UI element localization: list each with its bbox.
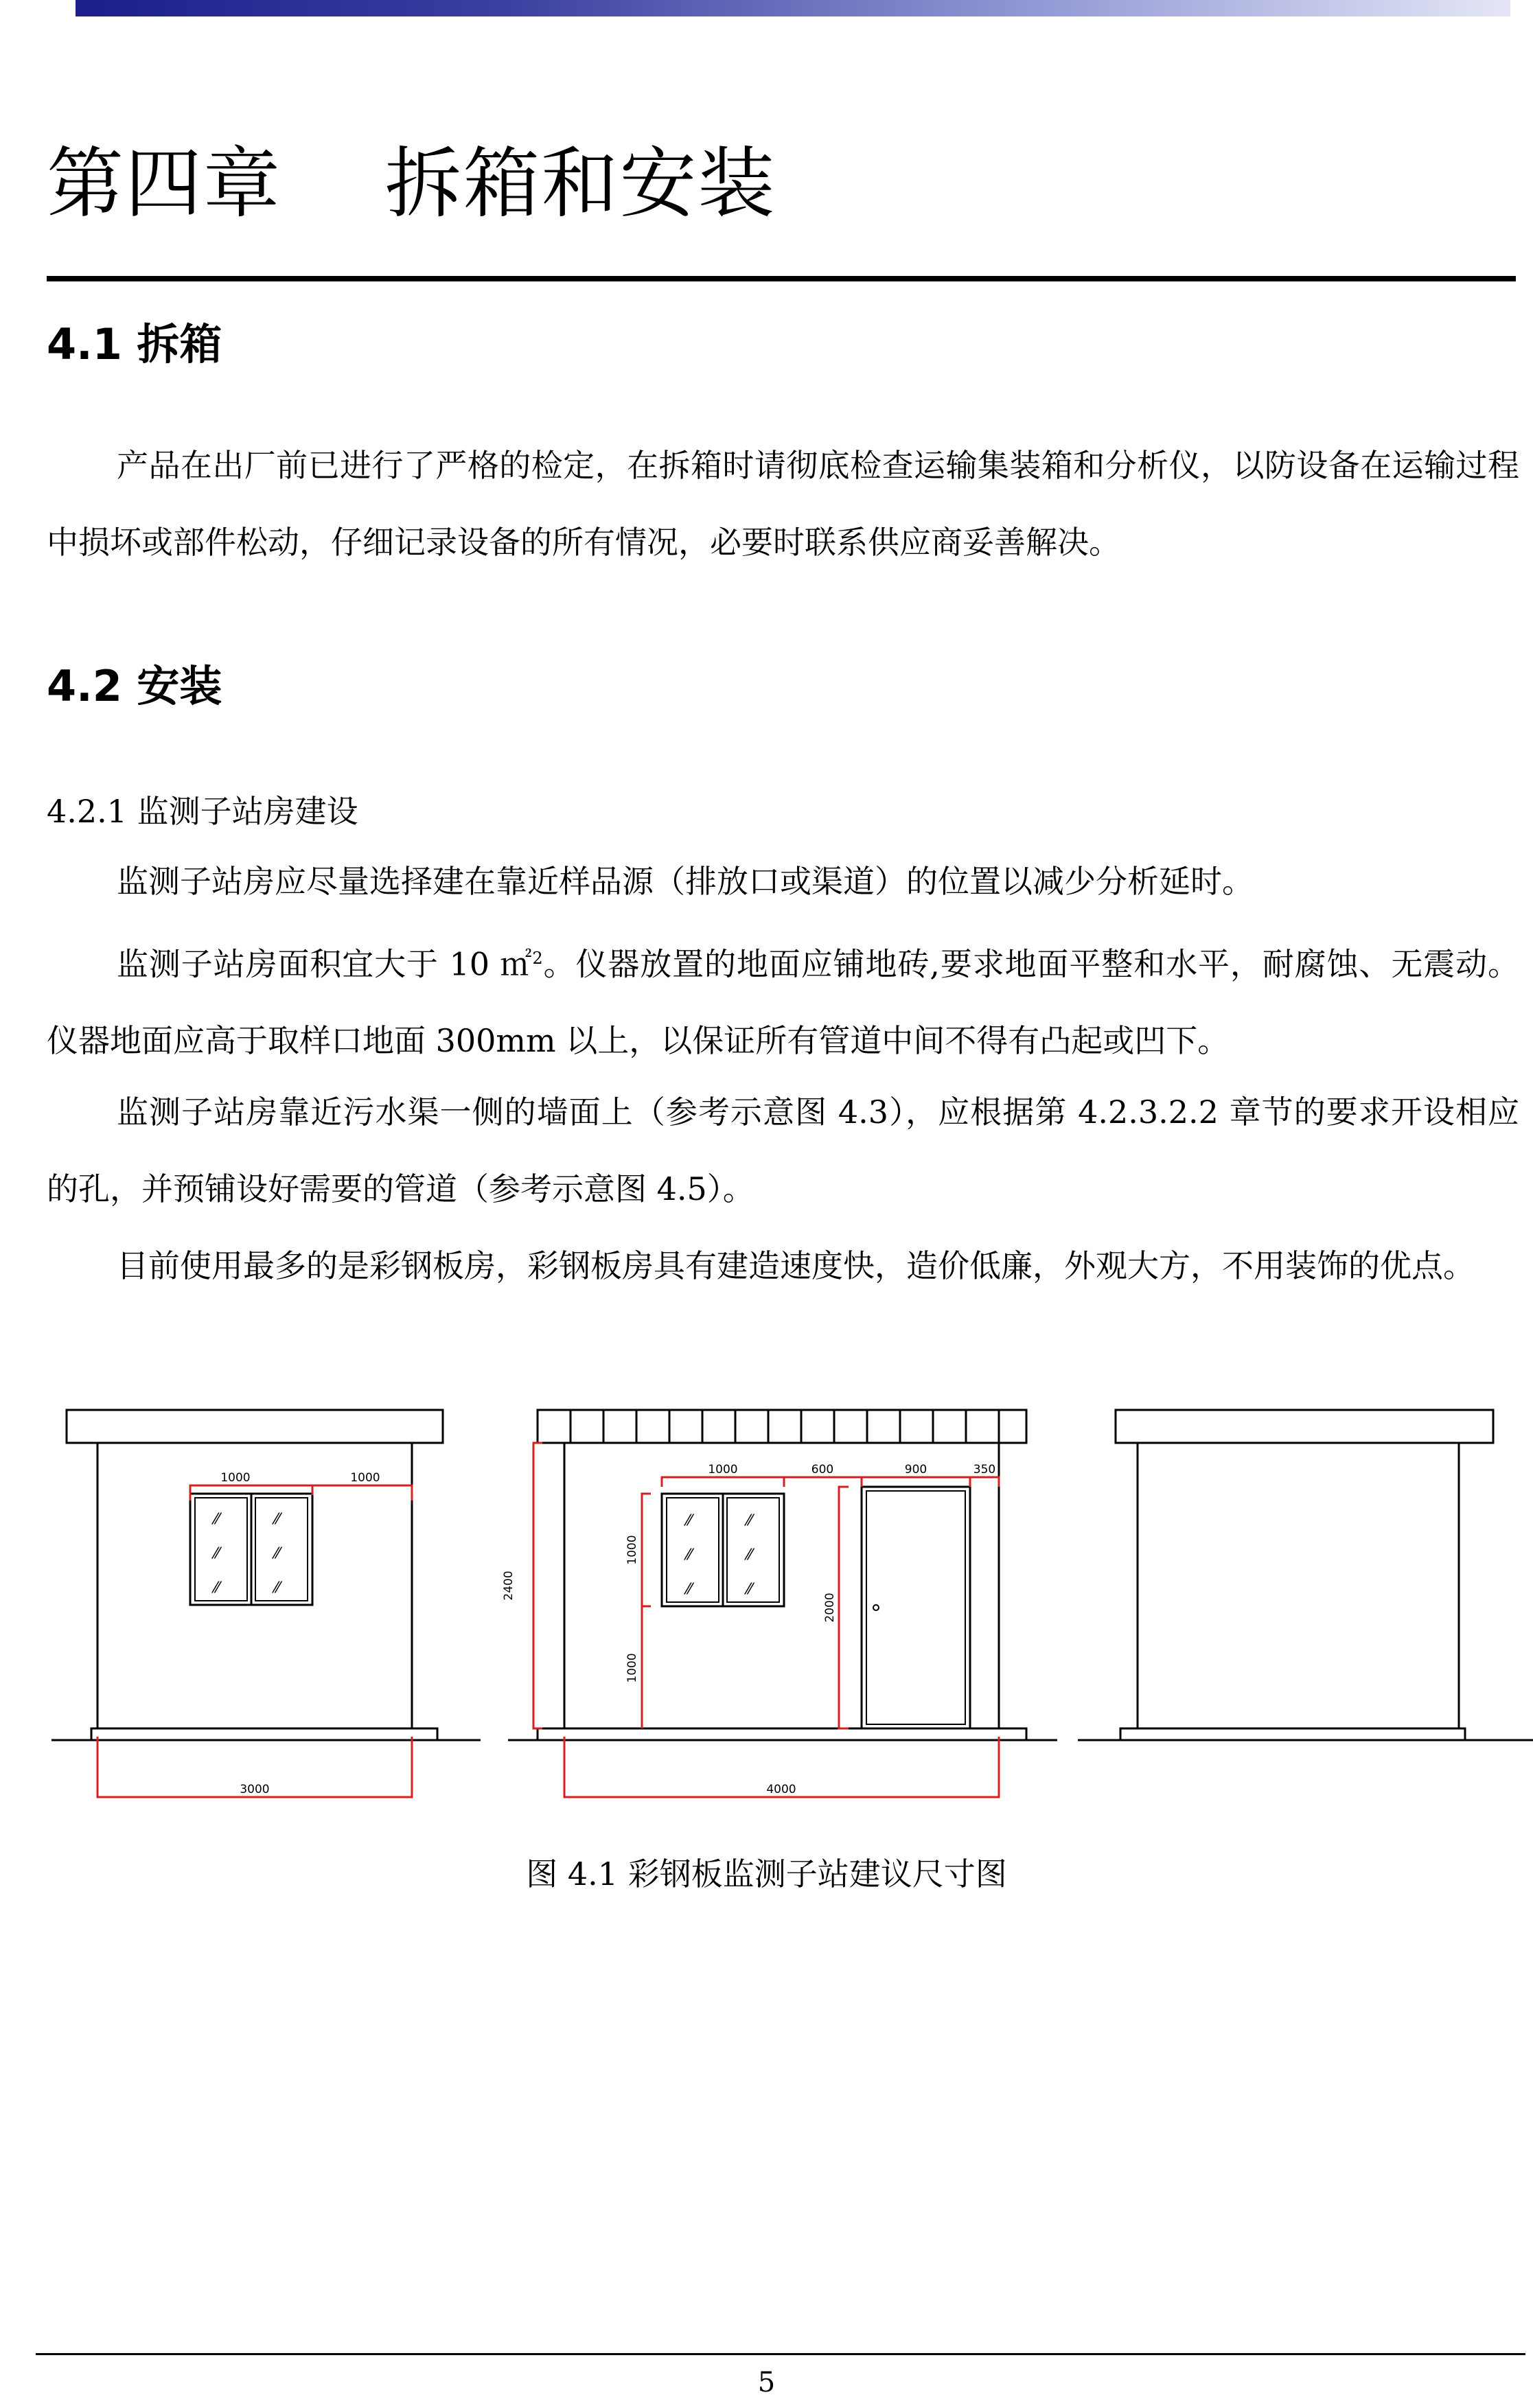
area-superscript: 2: [532, 949, 543, 968]
left-total-width-label: 3000: [240, 1783, 270, 1796]
chapter-title: 第四章 拆箱和安装: [47, 139, 776, 229]
site-selection-paragraph: 监测子站房应尽量选择建在靠近样品源（排放口或渠道）的位置以减少分析延时。: [117, 863, 1254, 900]
right-elevation: [1116, 1410, 1493, 1740]
page-number: 5: [757, 2367, 776, 2398]
middle-total-width-label: 4000: [766, 1783, 796, 1796]
door-width-label: 900: [904, 1463, 927, 1477]
middle-roof: [538, 1410, 1026, 1443]
svg-text:⁄⁄: ⁄⁄: [214, 1579, 220, 1597]
area-text: 监测子站房面积宜大于 10 ㎡: [117, 945, 533, 983]
header-color-bar: [76, 0, 1510, 16]
wall-openings-paragraph: 监测子站房靠近污水渠一侧的墙面上（参考示意图 4.3），应根据第 4.2.3.2.2 章节的要求开设相应的孔，并预铺设好需要的管道（参考示意图 4.5）。: [47, 1093, 1519, 1207]
section-heading-4-2: 4.2 安装: [47, 661, 222, 711]
footer-divider: [36, 2353, 1525, 2355]
middle-base: [538, 1728, 1026, 1740]
right-roof: [1116, 1410, 1493, 1443]
steel-house-paragraph: 目前使用最多的是彩钢板房，彩钢板房具有建造速度快，造价低廉，外观大方，不用装饰的优点。: [117, 1247, 1475, 1284]
unpacking-paragraph: 产品在出厂前已进行了严格的检定，在拆箱时请彻底检查运输集装箱和分析仪，以防设备在运输过程中损坏或部件松动，仔细记录设备的所有情况，必要时联系供应商妥善解决。: [47, 447, 1519, 561]
left-elevation: [67, 1410, 443, 1740]
subsection-heading-4-2-1: 4.2.1 监测子站房建设: [47, 793, 358, 830]
svg-text:⁄⁄: ⁄⁄: [747, 1512, 752, 1529]
svg-text:⁄⁄: ⁄⁄: [687, 1581, 692, 1598]
right-base: [1120, 1728, 1465, 1740]
floor-text: 。仪器放置的地面应铺地砖,要求地面平整和水平，耐腐蚀、无震动。仪器地面应高于取样口地面 300mm 以上，以保证所有管道中间不得有凸起或凹下。: [47, 945, 1520, 1060]
door-edge-label: 350: [973, 1463, 996, 1477]
svg-text:⁄⁄: ⁄⁄: [275, 1511, 280, 1528]
svg-text:⁄⁄: ⁄⁄: [687, 1547, 692, 1564]
door-height-label: 2000: [823, 1593, 837, 1623]
sill-height-label: 1000: [625, 1653, 639, 1683]
figure-caption: 图 4.1 彩钢板监测子站建议尺寸图: [526, 1855, 1007, 1892]
wall-height-label: 2400: [502, 1571, 516, 1601]
door: [862, 1487, 970, 1728]
left-window-width-label: 1000: [220, 1471, 251, 1485]
svg-text:⁄⁄: ⁄⁄: [214, 1545, 220, 1562]
section-heading-4-1: 4.1 拆箱: [47, 319, 222, 369]
chapter-divider: [47, 276, 1516, 281]
svg-text:⁄⁄: ⁄⁄: [747, 1547, 752, 1564]
left-roof: [67, 1410, 443, 1443]
window-height-label: 1000: [625, 1535, 639, 1565]
left-side-width-label: 1000: [350, 1471, 380, 1485]
svg-text:⁄⁄: ⁄⁄: [214, 1511, 220, 1528]
middle-window-width-label: 1000: [708, 1463, 738, 1477]
svg-text:⁄⁄: ⁄⁄: [275, 1545, 280, 1562]
left-base: [91, 1728, 437, 1740]
station-dimension-figure: [0, 1393, 1533, 1833]
svg-text:⁄⁄: ⁄⁄: [687, 1512, 692, 1529]
svg-text:⁄⁄: ⁄⁄: [747, 1581, 752, 1598]
middle-gap-label: 600: [811, 1463, 834, 1477]
floor-requirement-paragraph: [47, 920, 1519, 1079]
svg-text:⁄⁄: ⁄⁄: [275, 1579, 280, 1597]
middle-elevation: [538, 1410, 1026, 1740]
